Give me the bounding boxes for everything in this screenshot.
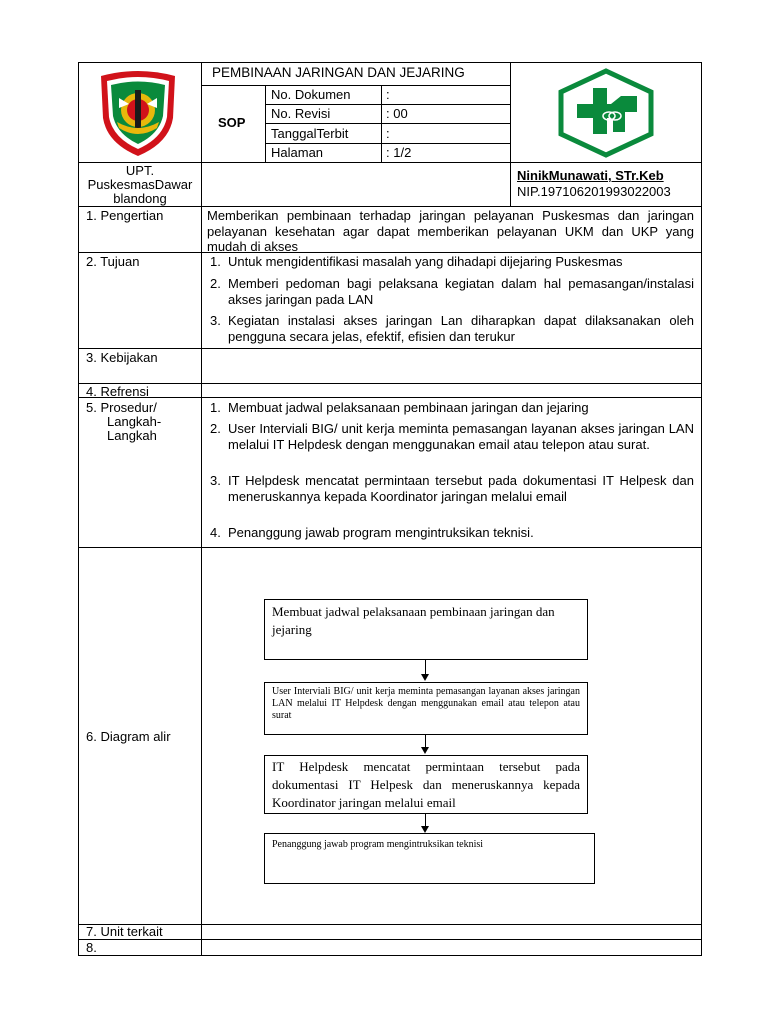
tujuan-item-2-num: 2. [210,276,221,291]
flow-arrow-3-head [421,826,429,833]
sop-label: SOP [218,115,246,130]
flow-arrow-1-line [425,660,426,674]
doc-number-label: No. Dokumen [271,87,351,102]
section-label-diagram: 6. Diagram alir [86,729,171,744]
signatory-nip: NIP.197106201993022003 [517,184,671,199]
flow-arrow-2-line [425,735,426,747]
flow-arrow-3-line [425,814,426,826]
section-label-prosedur-2: Langkah- [107,414,162,429]
flow-box-4-text: Penanggung jawab program mengintruksikan teknisi [272,839,484,850]
flow-box-2 [264,682,588,735]
unit-name-line-3: blandong [113,191,167,206]
section-label-pengertian: 1. Pengertian [86,208,164,223]
flow-box-4 [264,833,595,884]
issue-date-value: : [386,126,390,141]
tujuan-item-3: Kegiatan instalasi akses jaringan Lan diharapkan dapat dilaksanakan oleh pengguna secara jelas, efektif, efisien dan terukur [228,313,694,344]
section-label-row-8: 8. [86,940,97,955]
flow-box-1 [264,599,588,660]
section-label-prosedur-1: 5. Prosedur/ [86,400,157,415]
prosedur-item-3: IT Helpdesk mencatat permintaan tersebut pada dokumentasi IT Helpesk dan meneruskannya kepada Koordinator jaringan melalui email [228,473,694,504]
unit-name-line-2: PuskesmasDawar [87,177,193,192]
unit-name-line-1: UPT. [125,163,155,178]
puskesmas-cross-icon [555,68,657,158]
tujuan-item-3-num: 3. [210,313,221,328]
prosedur-item-2: User Interviali BIG/ unit kerja meminta pemasangan layanan akses jaringan LAN melalui IT Helpdesk dengan menggunakan email atau telepon atau surat. [228,421,694,452]
page-value: : 1/2 [386,145,412,160]
page-label: Halaman [271,145,324,160]
flow-arrow-2-head [421,747,429,754]
regional-emblem-icon [95,68,181,158]
section-label-unit-terkait: 7. Unit terkait [86,924,163,939]
flow-arrow-1-head [421,674,429,681]
section-label-referensi: 4. Refrensi [86,384,149,399]
flow-box-2-text: User Interviali BIG/ unit kerja meminta pemasangan layanan akses jaringan LAN melalui IT Helpdesk dengan menggunakan email atau telepon atau surat [272,686,580,721]
issue-date-label: TanggalTerbit [271,126,349,141]
revision-value: : 00 [386,106,408,121]
tujuan-item-1-num: 1. [210,254,221,269]
signatory-name: NinikMunawati, STr.Keb [517,168,664,183]
revision-label: No. Revisi [271,106,331,121]
tujuan-item-1: Untuk mengidentifikasi masalah yang dihadapi dijejaring Puskesmas [228,254,623,269]
flow-box-3 [264,755,588,814]
prosedur-item-4: Penanggung jawab program mengintruksikan teknisi. [228,525,534,540]
pengertian-text: Memberikan pembinaan terhadap jaringan pelayanan Puskesmas dan jaringan pelayanan kesehatan agar dapat memberikan pelayanan UKM dan UKP yang mudah di akses [207,208,694,254]
doc-number-value: : [386,87,390,102]
section-label-kebijakan: 3. Kebijakan [86,350,158,365]
flow-box-1-text: Membuat jadwal pelaksanaan pembinaan jaringan dan jejaring [272,604,555,637]
section-label-prosedur-3: Langkah [107,428,157,443]
tujuan-item-2: Memberi pedoman bagi pelaksana kegiatan dalam hal pemasangan/instalasi akses jaringan pada LAN [228,276,694,307]
prosedur-item-1-num: 1. [210,400,221,415]
section-label-tujuan: 2. Tujuan [86,254,140,269]
prosedur-item-4-num: 4. [210,525,221,540]
prosedur-item-2-num: 2. [210,421,221,436]
flow-box-3-text: IT Helpdesk mencatat permintaan tersebut pada dokumentasi IT Helpesk dan meneruskannya kepada Koordinator jaringan melalui email [272,759,580,810]
prosedur-item-3-num: 3. [210,473,221,488]
prosedur-item-1: Membuat jadwal pelaksanaan pembinaan jaringan dan jejaring [228,400,589,415]
document-title: PEMBINAAN JARINGAN DAN JEJARING [212,65,465,80]
